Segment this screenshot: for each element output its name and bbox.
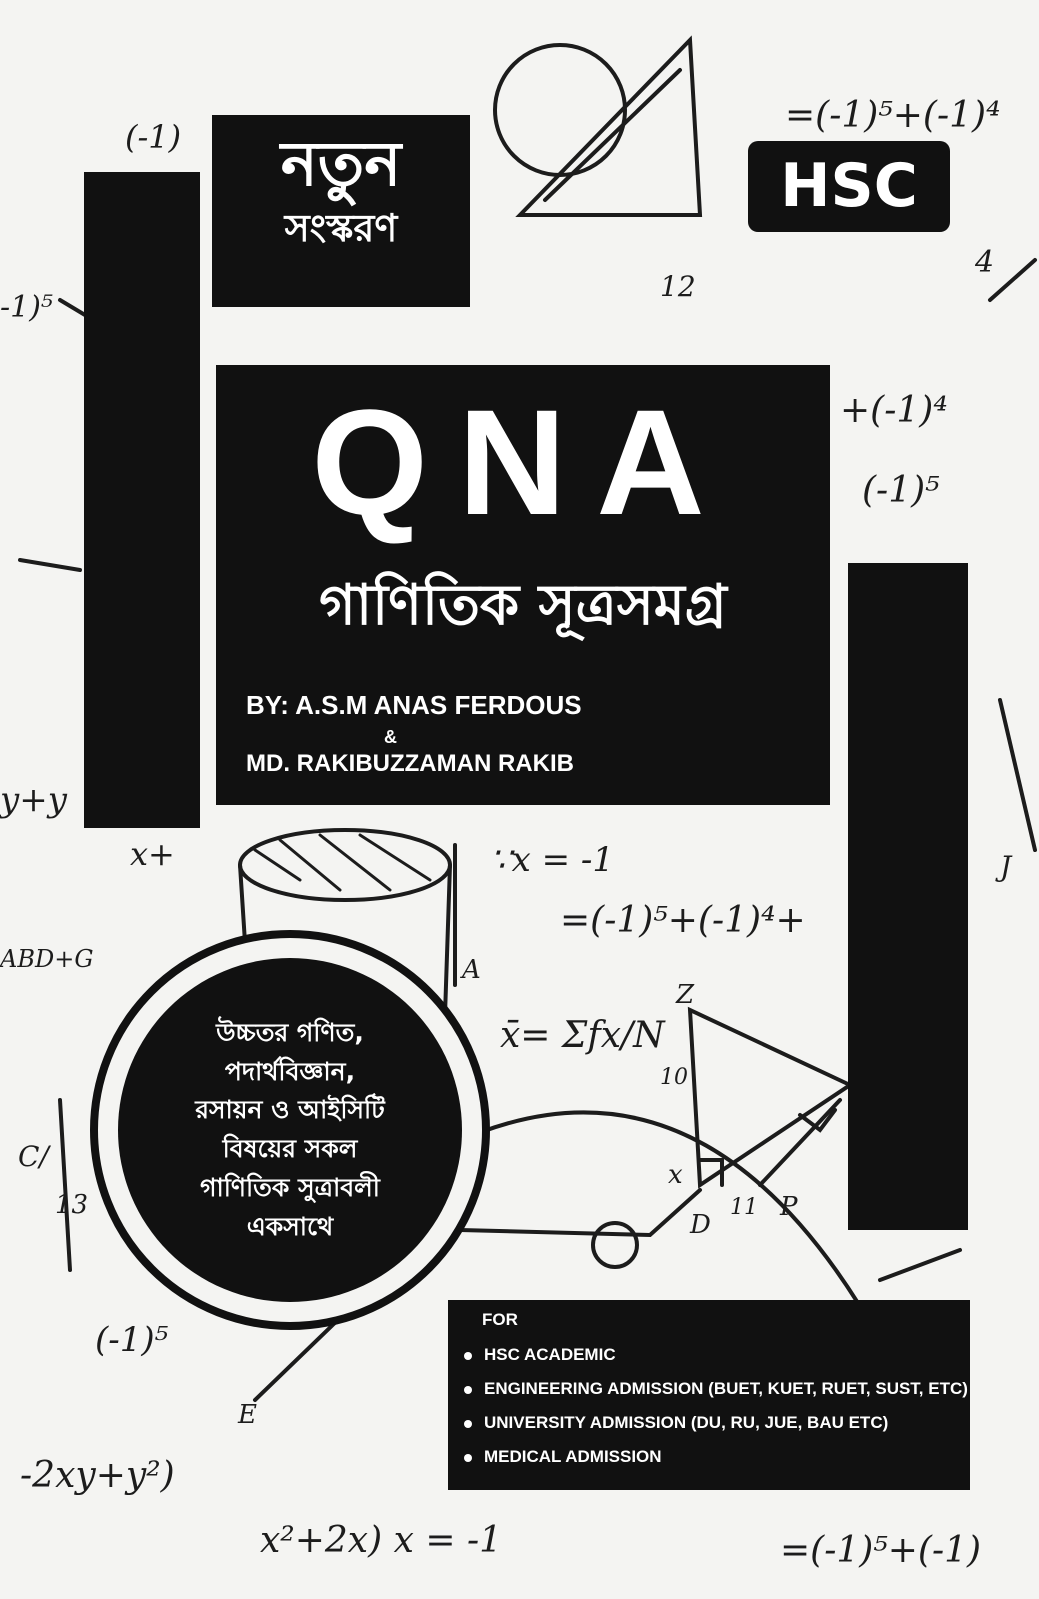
bg-equation: y+y	[0, 780, 67, 820]
description-line: পদার্থবিজ্ঞান,	[224, 1056, 356, 1086]
audience-item-label: MEDICAL ADMISSION	[484, 1447, 662, 1466]
bg-equation: -1)⁵	[0, 290, 53, 325]
author-2: MD. RAKIBUZZAMAN RAKIB	[246, 750, 574, 777]
bg-equation: =(-1)⁵+(-1)⁴+	[560, 900, 806, 941]
bg-equation: ABD+G	[0, 945, 94, 973]
audience-list	[464, 1338, 968, 1474]
figure-label: x	[668, 1160, 683, 1190]
author-ampersand: &	[384, 727, 397, 747]
author-1: BY: A.S.M ANAS FERDOUS	[246, 690, 582, 720]
bullet-icon	[464, 1454, 472, 1462]
bullet-icon	[464, 1420, 472, 1428]
figure-label: 10	[660, 1065, 688, 1090]
bg-equation: x+	[130, 835, 175, 873]
audience-item-label: UNIVERSITY ADMISSION (DU, RU, JUE, BAU ETC)	[484, 1413, 889, 1432]
audience-item-label: ENGINEERING ADMISSION (BUET, KUET, RUET, SUST, ETC)	[484, 1379, 968, 1398]
bg-equation: (-1)⁵	[862, 470, 940, 511]
bg-equation: x²+2x) x = -1	[260, 1520, 503, 1561]
bg-equation: (-1)	[125, 118, 182, 156]
figure-label: C/	[18, 1140, 49, 1173]
book-subtitle: গাণিতিক সূত্রসমগ্র	[319, 573, 727, 638]
bullet-icon	[464, 1386, 472, 1394]
badge-line-2: সংস্করণ	[284, 206, 398, 250]
bg-equation: ∵x = -1	[490, 840, 615, 880]
figure-label: P	[780, 1192, 798, 1222]
decorative-bar-left	[84, 172, 200, 828]
figure-label: 11	[730, 1195, 758, 1220]
audience-item	[464, 1440, 968, 1474]
protractor-arc	[495, 45, 625, 175]
new-edition-badge	[212, 115, 470, 307]
hsc-badge: HSC	[748, 141, 950, 232]
description-line: উচ্চতর গণিত,	[216, 1017, 364, 1047]
figure-label: 13	[55, 1190, 89, 1220]
description-line: রসায়ন ও আইসিটি	[195, 1095, 385, 1125]
title-block	[216, 365, 830, 805]
bg-equation: x̄= Σfx/N	[500, 1015, 665, 1056]
audience-item	[464, 1406, 968, 1440]
audience-item	[464, 1372, 968, 1406]
figure-label: Z	[676, 980, 695, 1010]
description-line: একসাথে	[246, 1211, 334, 1241]
figure-label: D	[690, 1210, 711, 1240]
figure-label: J	[1000, 850, 1012, 883]
bg-equation: =(-1)⁵+(-1)⁴	[785, 95, 1001, 136]
book-title: QNA	[311, 378, 735, 546]
audience-heading: FOR	[482, 1310, 518, 1329]
figure-label: 4	[975, 245, 995, 280]
cylinder-top	[240, 830, 450, 900]
bg-equation: +(-1)⁴	[840, 390, 948, 431]
audience-item-label: HSC ACADEMIC	[484, 1345, 616, 1364]
figure-label: A	[462, 955, 481, 985]
audience-item	[464, 1338, 968, 1372]
bg-equation: -2xy+y²)	[20, 1455, 175, 1496]
audience-box	[448, 1300, 970, 1490]
bg-equation: (-1)⁵	[95, 1320, 169, 1360]
description-line: গাণিতিক সুত্রাবলী	[200, 1172, 380, 1202]
bullet-icon	[464, 1352, 472, 1360]
bg-equation: =(-1)⁵+(-1)	[780, 1530, 982, 1571]
figure-label: E	[238, 1400, 257, 1430]
decorative-bar-right	[848, 563, 968, 1230]
figure-label: 12	[660, 270, 696, 303]
description-circle	[118, 958, 462, 1302]
description-line: বিষয়ের সকল	[222, 1134, 358, 1163]
badge-line-1: নতুন	[280, 127, 402, 200]
